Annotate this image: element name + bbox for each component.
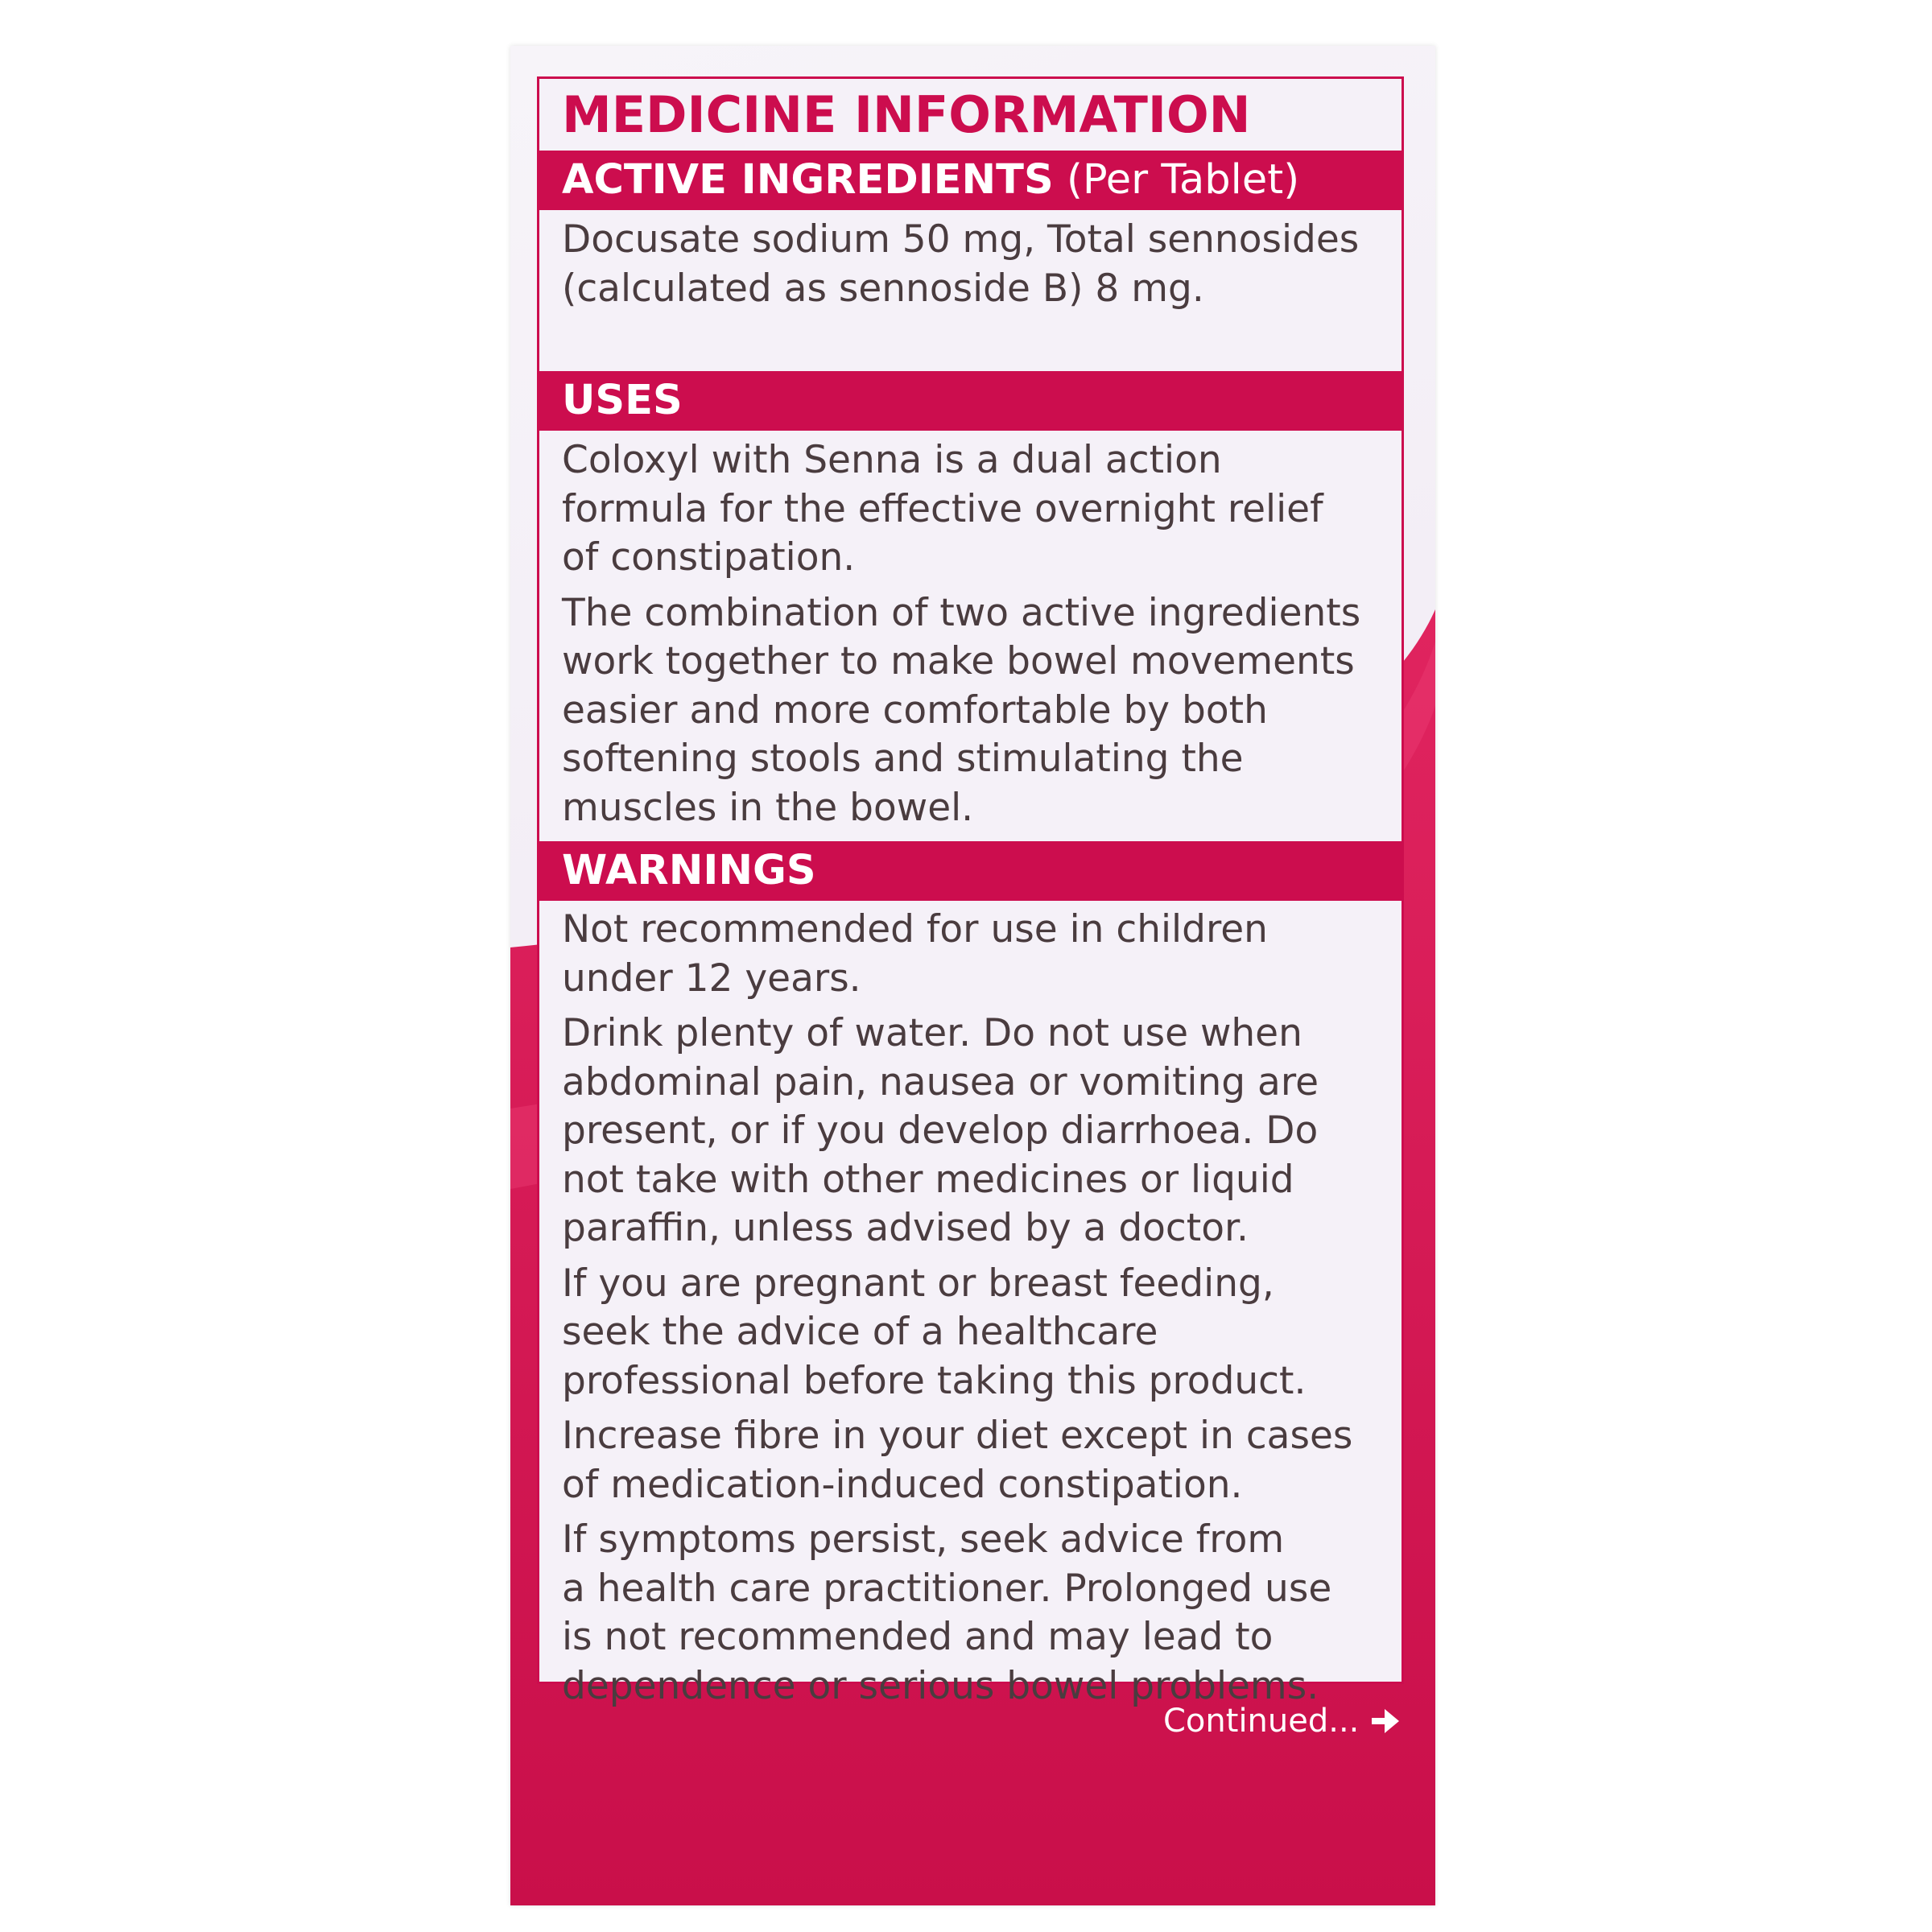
package-side <box>510 46 1435 1905</box>
medicine-information-panel <box>537 76 1404 1708</box>
warnings-paragraph: If symptoms persist, seek advice from a health care practitioner. Prolonged use is not recommended and may lead to dependence or serious bowel problems. <box>562 1517 1332 1708</box>
warnings-paragraph: If you are pregnant or breast feeding, seek the advice of a healthcare professional before taking this product. <box>562 1261 1307 1403</box>
active-ingredients-section <box>562 216 1391 320</box>
active-ingredients-text: Docusate sodium 50 mg, Total sennosides (calculated as sennoside B) 8 mg. <box>562 217 1360 311</box>
active-ingredients-heading-suffix: (Per Tablet) <box>1066 156 1300 204</box>
uses-section <box>562 436 1391 839</box>
uses-heading: USES <box>562 377 683 424</box>
active-ingredients-heading: ACTIVE INGREDIENTS <box>562 156 1054 204</box>
warnings-heading: WARNINGS <box>562 847 816 894</box>
warnings-header <box>539 841 1402 901</box>
uses-header <box>539 371 1402 431</box>
warnings-paragraph: Drink plenty of water. Do not use when abdominal pain, nausea or vomiting are present, or if you develop diarrhoea. Do not take with other medicines or liquid paraffin, unless advised by a doctor. <box>562 1011 1319 1250</box>
active-ingredients-header <box>539 151 1402 210</box>
continued-label: Continued... <box>1163 1703 1360 1740</box>
uses-paragraph: Coloxyl with Senna is a dual action formula for the effective overnight relief of constipation. <box>562 438 1323 580</box>
warnings-paragraph: Not recommended for use in children under 12 years. <box>562 907 1268 1001</box>
warnings-paragraph: Increase fibre in your diet except in cases of medication-induced constipation. <box>562 1414 1353 1507</box>
warnings-section <box>562 906 1391 1717</box>
uses-paragraph: The combination of two active ingredients work together to make bowel movements easier and more comfortable by both softening stools and stimulating the muscles in the bowel. <box>562 590 1361 830</box>
continued-note <box>1163 1697 1401 1745</box>
arrow-right-icon <box>1370 1707 1401 1735</box>
panel-title: MEDICINE INFORMATION <box>562 85 1251 144</box>
